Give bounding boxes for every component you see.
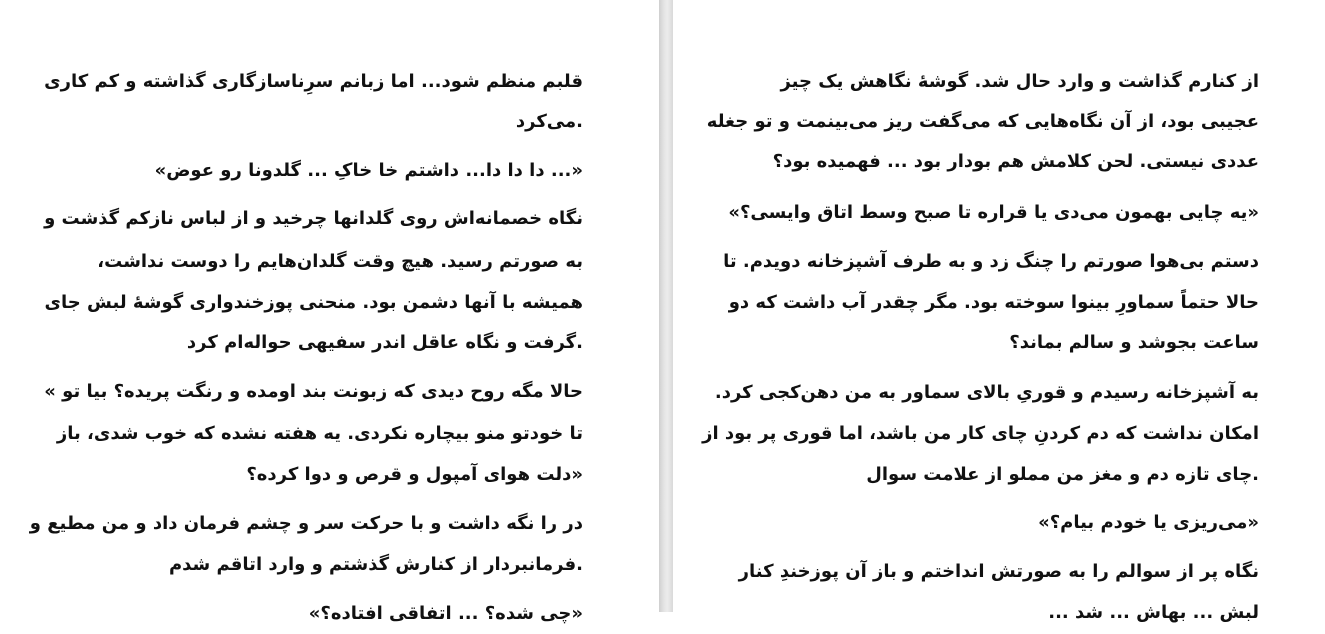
page-right-line-13: لبش ... بهاش ... شد ... bbox=[1048, 602, 1259, 623]
page-gutter bbox=[659, 0, 673, 612]
page-left-line-9: تا خودتو منو بیچاره نکردی. یه هفته نشده که خوب شدی، باز bbox=[56, 423, 583, 444]
page-right-line-9: امکان نداشت که دم کردنِ چای کار من باشد، اما قوری پر بود از bbox=[702, 423, 1259, 444]
page-left-line-12: .فرمانبردار از کنارش گذشتم و وارد اتاقم شدم bbox=[168, 554, 583, 575]
page-right-line-7: ساعت بجوشد و سالم بماند؟ bbox=[1009, 332, 1259, 353]
page-left-line-5: به صورتم رسید. هیچ وقت گلدان‌هایم را دوست نداشت، bbox=[97, 251, 583, 272]
page-left-line-2: .می‌کرد bbox=[515, 111, 583, 132]
page-right-line-8: به آشپزخانه رسیدم و قوریِ بالای سماور به من دهن‌کجی کرد. bbox=[714, 382, 1259, 403]
page-right-line-10: .چای تازه دم و مغز من مملو از علامت سوال bbox=[866, 464, 1259, 485]
page-right-line-11: «می‌ریزی یا خودم بیام؟» bbox=[1038, 512, 1259, 533]
page-left-line-7: .گرفت و نگاه عاقل اندر سفیهی حواله‌ام کرد bbox=[186, 332, 583, 353]
page-left-line-11: در را نگه داشت و با حرکت سر و چشم فرمان داد و من مطیع و bbox=[29, 513, 583, 534]
page-right-line-2: عجیبی بود، از آن نگاه‌هایی که می‌گفت ریز می‌بینمت و تو جغله bbox=[706, 111, 1259, 132]
page-left bbox=[0, 0, 659, 624]
page-left-line-13: «چی شده؟ ... اتفاقی افتاده؟» bbox=[308, 603, 583, 624]
page-right-line-3: عددی نیستی. لحن کلامش هم بودار بود ... فهمیده بود؟ bbox=[772, 151, 1259, 172]
page-left-line-1: قلبم منظم شود... اما زبانم سرِناسازگاری گذاشته و کم کاری bbox=[44, 71, 583, 92]
page-right-line-1: از کنارم گذاشت و وارد حال شد. گوشهٔ نگاهش یک چیز bbox=[780, 71, 1259, 92]
page-right-line-4: «یه چایی بهمون می‌دی یا قراره تا صبح وسط اتاق وایسی؟» bbox=[728, 202, 1259, 223]
page-right-line-6: حالا حتماً سماورِ بینوا سوخته بود. مگر چقدر آب داشت که دو bbox=[728, 292, 1259, 313]
page-right-line-12: نگاه پر از سوالم را به صورتش انداختم و باز آن پوزخندِ کنار bbox=[738, 561, 1259, 582]
page-left-line-10: «دلت هوای آمپول و قرص و دوا کرده؟ bbox=[246, 464, 583, 485]
page-right-line-5: دستم بی‌هوا صورتم را چنگ زد و به طرف آشپزخانه دویدم. تا bbox=[723, 251, 1259, 272]
page-left-line-8: حالا مگه روح دیدی که زبونت بند اومده و رنگت پریده؟ بیا تو » bbox=[44, 381, 583, 402]
page-left-line-6: همیشه با آنها دشمن بود. منحنی پوزخندواری گوشهٔ لبش جای bbox=[44, 292, 583, 313]
page-left-line-3: «... دا دا دا... داشتم خا خاکِ ... گلدونا رو عوض» bbox=[154, 160, 583, 181]
page-right bbox=[673, 0, 1325, 623]
page-left-line-4: نگاه خصمانه‌اش روی گلدانها چرخید و از لباس نازکم گذشت و bbox=[44, 208, 583, 229]
